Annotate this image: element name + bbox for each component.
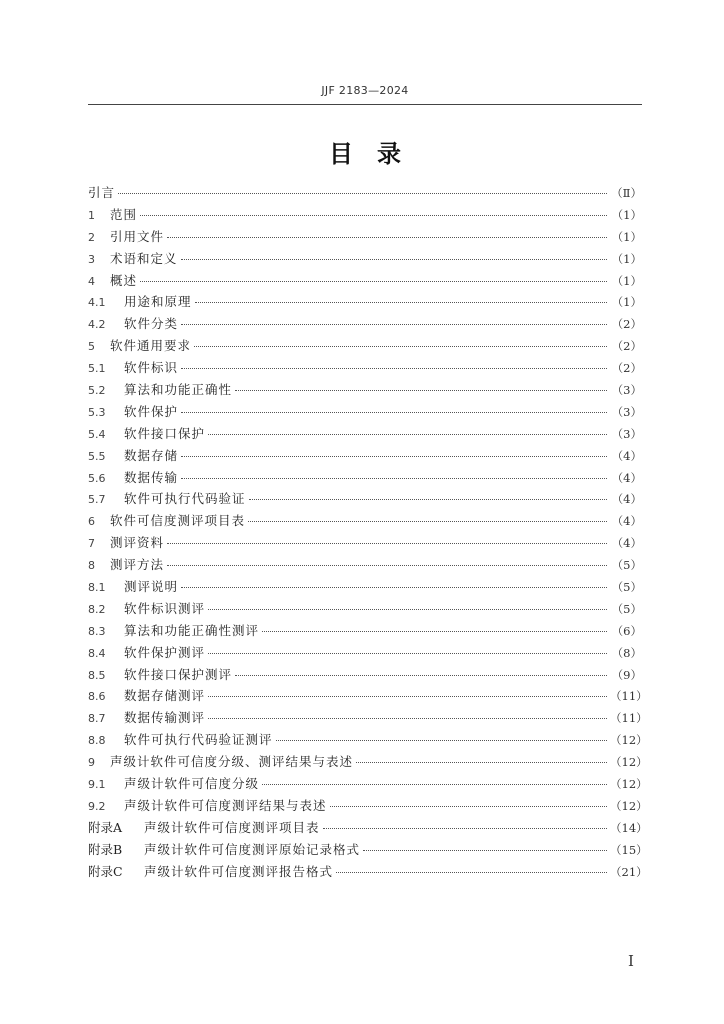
toc-entry-page: （4） [611, 470, 642, 485]
toc-entry-label: 软件通用要求 [110, 338, 192, 354]
toc-entry[interactable] [88, 576, 642, 598]
toc-entry-label: 术语和定义 [110, 250, 178, 266]
toc-entry-page: （1） [611, 295, 642, 310]
toc-entry-label: 软件可执行代码验证测评 [124, 732, 273, 748]
toc-entry-page: （1） [611, 251, 642, 266]
toc-entry-label: 概述 [110, 272, 138, 288]
toc-entry-page: （4） [611, 536, 642, 551]
toc-entry-number: 8.6 [88, 690, 106, 704]
toc-entry-number: 附录B [88, 841, 123, 857]
dot-leader [249, 498, 607, 500]
dot-leader [181, 323, 607, 325]
toc-entry[interactable] [88, 488, 642, 510]
toc-entry-label: 声级计软件可信度测评原始记录格式 [144, 841, 361, 857]
toc-entry-label: 数据传输测评 [124, 710, 206, 726]
toc-entry-number: 5.1 [88, 362, 106, 376]
dot-leader [262, 630, 607, 632]
toc-entry-page: （4） [611, 448, 642, 463]
toc-entry-page: （11） [610, 711, 648, 726]
toc-entry[interactable] [88, 685, 648, 707]
toc-entry[interactable] [88, 817, 648, 839]
toc-entry-label: 数据传输 [124, 469, 179, 485]
dot-leader [235, 674, 607, 676]
dot-leader [181, 258, 607, 260]
toc-entry-number: 5.4 [88, 427, 106, 441]
toc-entry-number: 8.2 [88, 602, 106, 616]
toc-entry-number: 5.3 [88, 405, 106, 419]
toc-entry[interactable] [88, 445, 642, 467]
toc-entry-number: 3 [88, 252, 95, 266]
dot-leader [140, 214, 607, 216]
dot-leader [140, 280, 607, 282]
toc-entry-label: 软件标识测评 [124, 600, 206, 616]
toc-entry-page: （4） [611, 492, 642, 507]
dot-leader [262, 783, 607, 785]
toc-entry-number: 8.7 [88, 712, 106, 726]
toc-entry[interactable] [88, 313, 642, 335]
toc-entry-number: 5.7 [88, 493, 106, 507]
toc-entry-label: 数据存储测评 [124, 688, 206, 704]
toc-entry-label: 算法和功能正确性测评 [124, 622, 260, 638]
toc-entry-number: 8.1 [88, 581, 106, 595]
toc-entry-page: （3） [611, 383, 642, 398]
toc-entry-number: 5.2 [88, 384, 106, 398]
toc-entry[interactable] [88, 510, 642, 532]
toc-entry[interactable] [88, 379, 642, 401]
toc-entry[interactable] [88, 357, 642, 379]
toc-entry[interactable] [88, 554, 642, 576]
toc-entry-number: 8 [88, 559, 95, 573]
toc-entry-label: 测评说明 [124, 579, 179, 595]
dot-leader [208, 433, 607, 435]
dot-leader [363, 849, 607, 851]
dot-leader [167, 564, 607, 566]
toc-entry[interactable] [88, 773, 648, 795]
toc-entry-number: 9 [88, 756, 95, 770]
toc-entry-page: （6） [611, 623, 642, 638]
toc-entry[interactable] [88, 707, 648, 729]
standard-code-header: JJF 2183—2024 [321, 84, 409, 97]
toc-entry-number: 8.4 [88, 646, 106, 660]
toc-entry[interactable] [88, 620, 642, 642]
dot-leader [356, 761, 607, 763]
dot-leader [323, 827, 607, 829]
toc-entry-label: 软件接口保护 [124, 425, 206, 441]
toc-entry[interactable] [88, 729, 648, 751]
dot-leader [276, 739, 607, 741]
dot-leader [208, 717, 607, 719]
toc-entry[interactable] [88, 795, 648, 817]
dot-leader [181, 586, 607, 588]
dot-leader [195, 301, 607, 303]
toc-entry-page: （Ⅱ） [611, 186, 642, 200]
toc-entry-label: 声级计软件可信度测评结果与表述 [124, 797, 327, 813]
header-rule [88, 104, 642, 105]
toc-entry-number: 1 [88, 208, 95, 222]
dot-leader [235, 389, 607, 391]
toc-entry-label: 软件标识 [124, 360, 179, 376]
toc-entry-page: （3） [611, 404, 642, 419]
toc-entry[interactable] [88, 401, 642, 423]
toc-entry[interactable] [88, 291, 642, 313]
toc-entry[interactable] [88, 467, 642, 489]
toc-entry-number: 9.2 [88, 799, 106, 813]
dot-leader [181, 477, 607, 479]
toc-entry[interactable] [88, 204, 642, 226]
toc-entry-number: 9.1 [88, 778, 106, 792]
toc-entry[interactable] [88, 423, 642, 445]
toc-entry-label: 测评资料 [110, 535, 165, 551]
toc-entry[interactable] [88, 226, 642, 248]
dot-leader [118, 192, 607, 194]
toc-entry[interactable] [88, 598, 642, 620]
toc-entry[interactable] [88, 335, 642, 357]
toc-entry-label: 用途和原理 [124, 294, 192, 310]
toc-entry-page: （12） [610, 755, 648, 770]
dot-leader [208, 652, 607, 654]
toc-entry-number: 附录A [88, 819, 123, 835]
toc-entry-number: 4.2 [88, 318, 106, 332]
dot-leader [181, 411, 607, 413]
toc-entry-page: （4） [611, 514, 642, 529]
toc-entry-number: 4.1 [88, 296, 106, 310]
toc-entry-label: 范围 [110, 206, 138, 222]
dot-leader [167, 542, 607, 544]
toc-entry-page: （12） [610, 733, 648, 748]
toc-entry-label: 软件保护 [124, 403, 179, 419]
toc-entry-page: （1） [611, 229, 642, 244]
toc-entry-label: 引用文件 [110, 228, 165, 244]
toc-entry-number: 8.3 [88, 624, 106, 638]
toc-entry[interactable] [88, 839, 648, 861]
toc-entry-number: 7 [88, 537, 95, 551]
dot-leader [167, 236, 607, 238]
toc-entry[interactable] [88, 532, 642, 554]
toc-entry-label: 声级计软件可信度分级、测评结果与表述 [110, 754, 354, 770]
toc-entry-label: 算法和功能正确性 [124, 382, 233, 398]
toc-entry[interactable] [88, 751, 648, 773]
dot-leader [181, 455, 607, 457]
toc-entry[interactable] [88, 642, 642, 664]
toc-entry-page: （9） [611, 667, 642, 682]
toc-entry[interactable] [88, 270, 642, 292]
toc-entry-page: （2） [611, 339, 642, 354]
toc-entry-number: 5.6 [88, 471, 106, 485]
toc-entry-number: 8.5 [88, 668, 106, 682]
toc-entry-number: 5 [88, 340, 95, 354]
toc-entry[interactable] [88, 248, 642, 270]
toc-entry[interactable] [88, 182, 642, 204]
toc-entry-page: （2） [611, 361, 642, 376]
toc-entry-label: 引言 [88, 185, 116, 200]
toc-entry[interactable] [88, 664, 642, 686]
dot-leader [208, 695, 607, 697]
toc-entry-page: （12） [610, 777, 648, 792]
dot-leader [248, 520, 607, 522]
toc-entry-label: 数据存储 [124, 447, 179, 463]
toc-entry-page: （2） [611, 317, 642, 332]
toc-entry-label: 软件可信度测评项目表 [110, 513, 246, 529]
toc-entry-label: 声级计软件可信度分级 [124, 776, 260, 792]
toc-entry-page: （12） [610, 798, 648, 813]
toc-entry-number: 2 [88, 230, 95, 244]
toc-title: 目 录 [329, 140, 401, 168]
toc-entry-label: 软件接口保护测评 [124, 666, 233, 682]
toc-list [88, 182, 648, 883]
toc-entry-label: 软件可执行代码验证 [124, 491, 246, 507]
toc-entry-page: （1） [611, 273, 642, 288]
toc-entry-number: 4 [88, 274, 95, 288]
toc-entry-page: （21） [610, 864, 648, 879]
toc-entry-page: （5） [611, 601, 642, 616]
toc-entry-page: （3） [611, 426, 642, 441]
dot-leader [336, 871, 607, 873]
toc-entry-label: 声级计软件可信度测评项目表 [144, 819, 320, 835]
dot-leader [330, 805, 607, 807]
toc-entry-number: 8.8 [88, 734, 106, 748]
toc-entry-label: 测评方法 [110, 557, 165, 573]
toc-entry-page: （11） [610, 689, 648, 704]
toc-entry-page: （1） [611, 207, 642, 222]
toc-entry-page: （14） [610, 820, 648, 835]
toc-entry-page: （5） [611, 558, 642, 573]
toc-entry-number: 6 [88, 515, 95, 529]
toc-entry-number: 5.5 [88, 449, 106, 463]
toc-entry-number: 附录C [88, 863, 123, 879]
toc-entry[interactable] [88, 861, 648, 883]
toc-entry-label: 软件分类 [124, 316, 179, 332]
dot-leader [208, 608, 607, 610]
toc-entry-label: 软件保护测评 [124, 644, 206, 660]
toc-entry-page: （15） [610, 842, 648, 857]
page-number: Ⅰ [628, 952, 634, 970]
toc-entry-label: 声级计软件可信度测评报告格式 [144, 863, 334, 879]
toc-entry-page: （5） [611, 580, 642, 595]
toc-entry-page: （8） [611, 645, 642, 660]
dot-leader [181, 367, 607, 369]
dot-leader [194, 345, 607, 347]
